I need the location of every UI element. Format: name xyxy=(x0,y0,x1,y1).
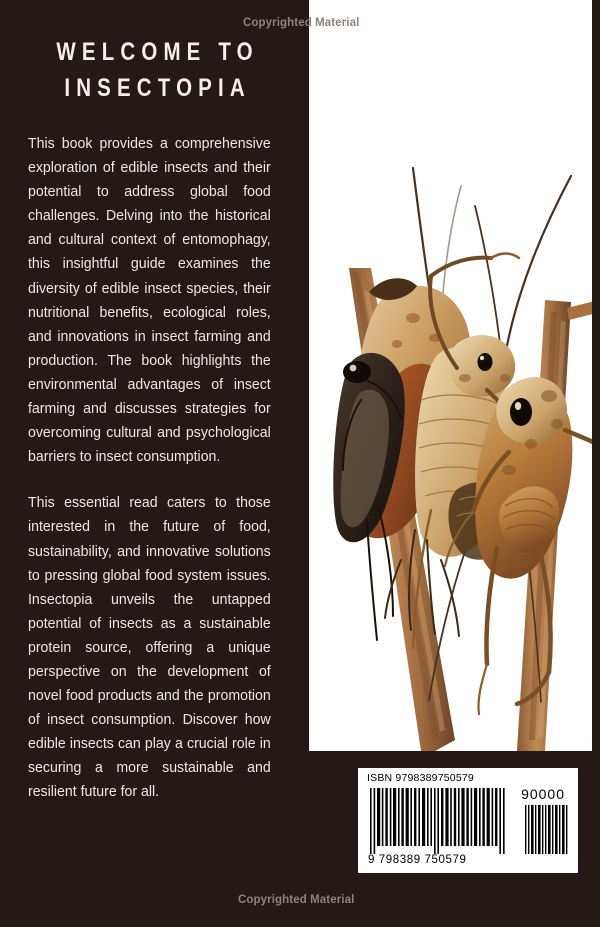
barcode-addon-label: 90000 xyxy=(521,786,565,802)
blurb-text xyxy=(28,132,271,805)
blurb-paragraph-1: This book provides a comprehensive exploration of edible insects and their potential to address global food challenges. Delving into the historical and cultural context of entomophagy, this insightful guide examines the diversity of edible insect species, their nutritional benefits, ecological roles, and innovations in insect farming and production. The book highlights the environmental advantages of insect farming and discusses strategies for overcoming cultural and psychological barriers to insect consumption. xyxy=(28,135,271,466)
barcode-addon xyxy=(524,805,568,854)
barcode-block xyxy=(358,768,578,873)
copyright-watermark-bottom: Copyrighted Material xyxy=(238,894,355,906)
insect-photo-illustration xyxy=(309,0,592,751)
isbn-label: ISBN 9798389750579 xyxy=(367,772,474,784)
title-line-1: WELCOME TO xyxy=(56,38,259,66)
ean13-barcode xyxy=(368,788,508,854)
page-title xyxy=(28,34,281,106)
blurb-paragraph-2: This essential read caters to those interested in the future of food, sustainability, and innovative solutions to pressing global food system issues. Insectopia unveils the untapped potential of insects as a sustainable protein source, offering a unique perspective on the development of novel food products and the promotion of insect consumption. Discover how edible insects can play a crucial role in securing a more sustainable and resilient future for all. xyxy=(28,494,271,801)
copyright-watermark-top: Copyrighted Material xyxy=(243,17,360,29)
ean-digits: 9 798389 750579 xyxy=(368,854,467,866)
ean13-bars xyxy=(368,788,508,854)
insect-photograph xyxy=(309,0,592,751)
title-line-2: INSECTOPIA xyxy=(64,74,251,102)
addon-bars xyxy=(524,805,568,854)
